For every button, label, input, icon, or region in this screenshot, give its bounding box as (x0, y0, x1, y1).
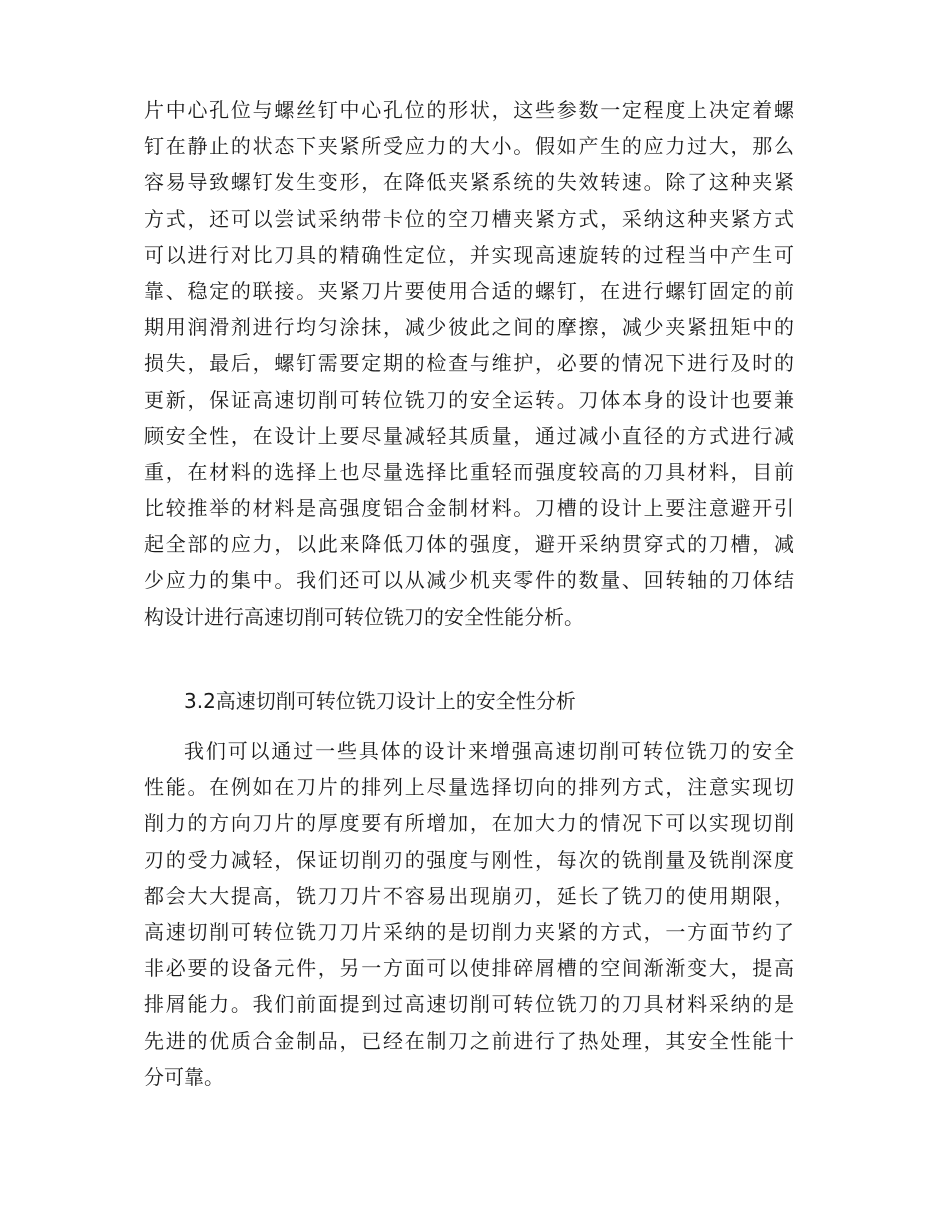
paragraph-1 (144, 92, 794, 635)
paragraph-1-line: 少应力的集中。我们还可以从减少机夹零件的数量、回转轴的刀体结 (144, 568, 794, 593)
paragraph-1-line: 顾安全性，在设计上要尽量减轻其质量，通过减小直径的方式进行减 (144, 423, 794, 448)
paragraph-1-line: 起全部的应力，以此来降低刀体的强度，避开采纳贯穿式的刀槽，减 (144, 532, 794, 557)
paragraph-2-line: 非必要的设备元件，另一方面可以使排碎屑槽的空间渐渐变大，提高 (144, 956, 794, 981)
paragraph-2 (144, 733, 794, 1095)
paragraph-1-line: 重，在材料的选择上也尽量选择比重轻而强度较高的刀具材料，目前 (144, 459, 794, 484)
paragraph-2-line: 刃的受力减轻，保证切削刃的强度与刚性，每次的铣削量及铣削深度 (144, 847, 794, 872)
paragraph-1-line: 方式，还可以尝试采纳带卡位的空刀槽夹紧方式，采纳这种夹紧方式 (144, 206, 794, 231)
paragraph-2-line: 分可靠。 (144, 1064, 224, 1089)
paragraph-1-line: 构设计进行高速切削可转位铣刀的安全性能分析。 (144, 604, 584, 629)
paragraph-1-line: 钉在静止的状态下夹紧所受应力的大小。假如产生的应力过大，那么 (144, 134, 794, 159)
paragraph-1-line: 可以进行对比刀具的精确性定位，并实现高速旋转的过程当中产生可 (144, 242, 794, 267)
paragraph-2-line: 高速切削可转位铣刀刀片采纳的是切削力夹紧的方式，一方面节约了 (144, 919, 794, 944)
paragraph-1-line: 比较推举的材料是高强度铝合金制材料。刀槽的设计上要注意避开引 (144, 496, 794, 521)
paragraph-2-line: 我们可以通过一些具体的设计来增强高速切削可转位铣刀的安全 (184, 739, 794, 763)
paragraph-1-line: 靠、稳定的联接。夹紧刀片要使用合适的螺钉，在进行螺钉固定的前 (144, 278, 794, 303)
section-heading (144, 683, 794, 719)
paragraph-1-line: 损失，最后，螺钉需要定期的检查与维护，必要的情况下进行及时的 (144, 351, 794, 376)
paragraph-2-line: 削力的方向刀片的厚度要有所增加，在加大力的情况下可以实现切削 (144, 811, 794, 836)
paragraph-2-line: 先进的优质合金制品，已经在制刀之前进行了热处理，其安全性能十 (144, 1028, 794, 1053)
paragraph-1-line: 片中心孔位与螺丝钉中心孔位的形状，这些参数一定程度上决定着螺 (144, 98, 794, 122)
paragraph-2-line: 都会大大提高，铣刀刀片不容易出现崩刃，延长了铣刀的使用期限， (144, 883, 794, 908)
paragraph-2-line: 排屑能力。我们前面提到过高速切削可转位铣刀的刀具材料采纳的是 (144, 992, 794, 1017)
paragraph-2-line: 性能。在例如在刀片的排列上尽量选择切向的排列方式，注意实现切 (144, 775, 794, 800)
paragraph-1-line: 更新，保证高速切削可转位铣刀的安全运转。刀体本身的设计也要兼 (144, 387, 794, 412)
paragraph-1-line: 容易导致螺钉发生变形，在降低夹紧系统的失效转速。除了这种夹紧 (144, 170, 794, 195)
paragraph-1-line: 期用润滑剂进行均匀涂抹，减少彼此之间的摩擦，减少夹紧扭矩中的 (144, 315, 794, 340)
section-heading-text: 3.2高速切削可转位铣刀设计上的安全性分析 (184, 689, 576, 713)
